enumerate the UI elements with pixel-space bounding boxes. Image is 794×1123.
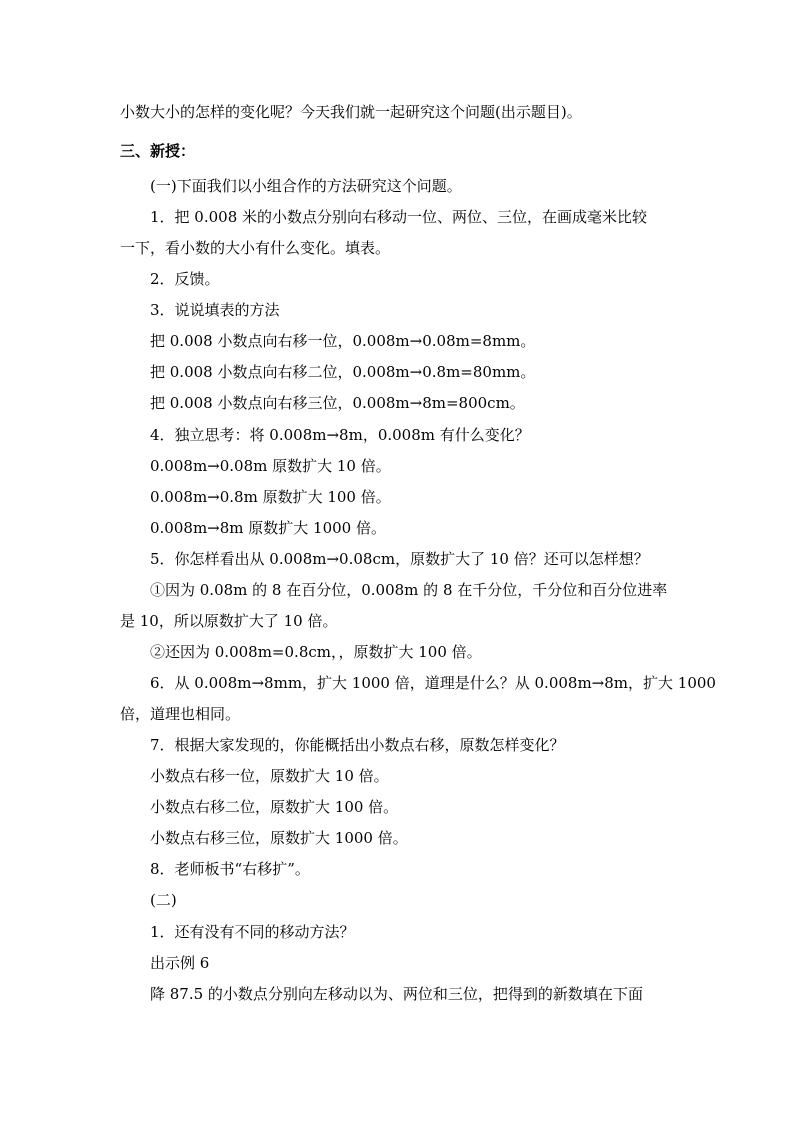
method-line-3: 把 0.008 小数点向右移三位，0.008m→8m=800cm。 bbox=[150, 394, 525, 412]
step-7-line: 7．根据大家发现的，你能概括出小数点右移，原数怎样变化？ bbox=[150, 736, 565, 754]
paragraph-line-intro: 小数大小的怎样的变化呢？今天我们就一起研究这个问题(出示题目)。 bbox=[120, 103, 582, 121]
step-1-continuation: 一下，看小数的大小有什么变化。填表。 bbox=[120, 239, 391, 257]
subsection-heading-2: (二) bbox=[150, 891, 177, 909]
method-line-1: 把 0.008 小数点向右移一位，0.008m→0.08m=8mm。 bbox=[150, 332, 536, 350]
summary-line-3: 小数点右移三位，原数扩大 1000 倍。 bbox=[150, 829, 408, 847]
summary-line-1: 小数点右移一位，原数扩大 10 倍。 bbox=[150, 767, 389, 785]
section-heading-new-lesson: 三、新授： bbox=[120, 142, 196, 160]
part2-step-1-line: 1．还有没有不同的移动方法？ bbox=[150, 923, 355, 941]
result-line-3: 0.008m→8m 原数扩大 1000 倍。 bbox=[150, 519, 386, 537]
example-text-line: 降 87.5 的小数点分别向左移动以为、两位和三位，把得到的新数填在下面 bbox=[150, 985, 643, 1003]
example-label: 出示例 6 bbox=[150, 954, 210, 972]
result-line-1: 0.008m→0.08m 原数扩大 10 倍。 bbox=[150, 457, 391, 475]
result-line-2: 0.008m→0.8m 原数扩大 100 倍。 bbox=[150, 488, 391, 506]
reason-2-line: ②还因为 0.008m=0.8cm，，原数扩大 100 倍。 bbox=[150, 643, 482, 661]
subsection-heading-1: (一)下面我们以小组合作的方法研究这个问题。 bbox=[150, 177, 462, 195]
step-5-line: 5．你怎样看出从 0.008m→0.08cm，原数扩大了 10 倍？还可以怎样想？ bbox=[150, 550, 649, 568]
step-1-line: 1．把 0.008 米的小数点分别向右移动一位、两位、三位，在画成毫米比较 bbox=[150, 208, 648, 226]
step-2-line: 2．反馈。 bbox=[150, 270, 220, 288]
step-4-line: 4．独立思考：将 0.008m→8m，0.008m 有什么变化？ bbox=[150, 426, 530, 444]
summary-line-2: 小数点右移二位，原数扩大 100 倍。 bbox=[150, 798, 399, 816]
step-6-continuation: 倍，道理也相同。 bbox=[120, 705, 241, 723]
step-3-line: 3．说说填表的方法 bbox=[150, 301, 280, 319]
step-6-line: 6．从 0.008m→8mm，扩大 1000 倍，道理是什么？从 0.008m→8m，扩大 1000 bbox=[150, 674, 716, 692]
reason-1-continuation: 是 10，所以原数扩大了 10 倍。 bbox=[120, 612, 338, 630]
method-line-2: 把 0.008 小数点向右移二位，0.008m→0.8m=80mm。 bbox=[150, 363, 536, 381]
step-8-line: 8．老师板书“右移扩”。 bbox=[150, 860, 310, 878]
reason-1-line: ①因为 0.08m 的 8 在百分位，0.008m 的 8 在千分位，千分位和百分位进率 bbox=[150, 581, 668, 599]
